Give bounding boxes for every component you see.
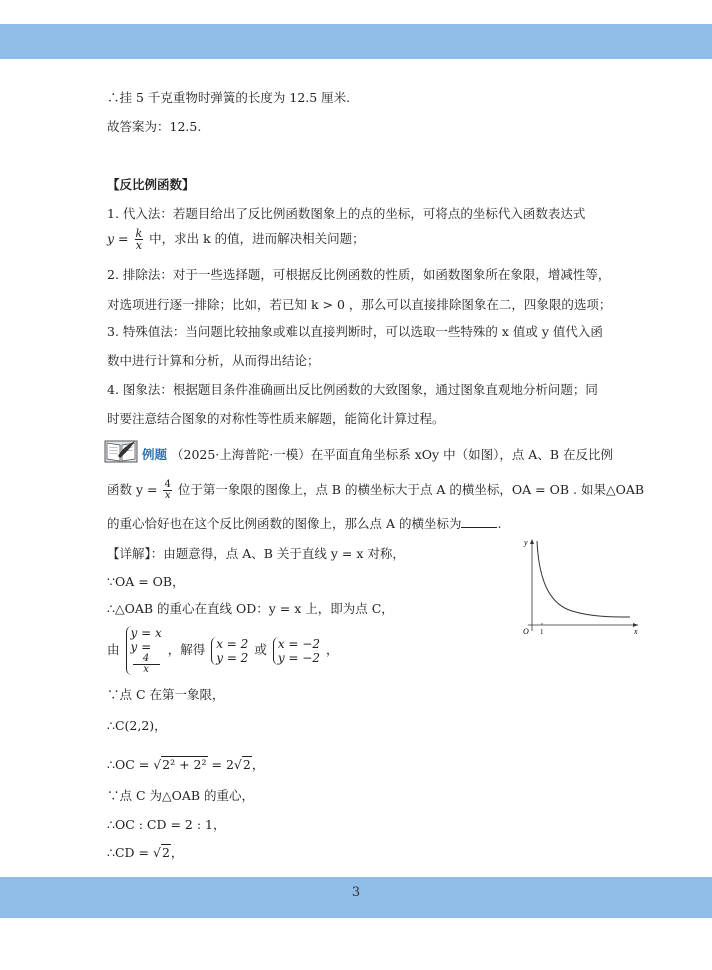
origin-label: O: [523, 627, 529, 635]
sqrt-sign: √: [153, 757, 162, 772]
solution-line-7: [107, 756, 264, 774]
solution-line-10: [107, 844, 183, 862]
header-band: [0, 24, 712, 59]
open-book-icon: [104, 438, 138, 464]
example-line-1-text: （2025·上海普陀·一模）在平面直角坐标系 xOy 中（如图），点 A、B 在反比例: [171, 447, 613, 462]
radicand-2: 2: [242, 757, 251, 772]
page-number: 3: [351, 885, 361, 900]
sol7-mid: = 2: [211, 757, 234, 772]
frac-numerator: k: [135, 227, 143, 240]
equation-system: [126, 626, 162, 675]
item2-line-b: 对选项进行逐一排除；比如，若已知 k > 0 ，那么可以直接排除图象在二，四象限的选项；: [107, 297, 612, 312]
example-line-3-end: .: [497, 516, 502, 531]
solution-line-6: ∴C(2,2)，: [107, 718, 167, 733]
solution-line-3: ∴△OAB 的重心在直线 OD：y = x 上，即为点 C，: [107, 601, 394, 616]
sol7-pre: ∴OC =: [107, 757, 150, 772]
y-axis-label: y: [524, 538, 528, 547]
item1-y-eq: y =: [107, 231, 129, 246]
sol4-end: ，: [325, 642, 339, 657]
solution-line-1: 【详解】：由题意得，点 A、B 关于直线 y = x 对称，: [107, 546, 405, 561]
item1-line-b-text: 中，求出 k 的值，进而解决相关问题；: [149, 231, 365, 246]
example-line-3: [107, 515, 501, 533]
example-line-2-pre: 函数 y =: [107, 482, 158, 497]
answer-blank: [461, 527, 497, 528]
sol4-pre: 由: [107, 642, 120, 657]
example-label: 例题: [142, 447, 168, 462]
item1-line-b: [107, 228, 365, 251]
item4-line-a: 4. 图象法：根据题目条件准确画出反比例函数的大致图象，通过图象直观地分析问题；同: [107, 382, 598, 397]
x-axis-label: x: [634, 627, 638, 635]
example-line-3-text: 的重心恰好也在这个反比例函数的图像上，那么点 A 的横坐标为: [107, 516, 462, 531]
example-line-2: [107, 480, 644, 501]
item4-line-b: 时要注意结合图象的对称性等性质来解题，能简化计算过程。: [107, 411, 445, 426]
solution-line-2: ∵OA = OB，: [107, 574, 185, 589]
system-eq2-pre: y =: [130, 640, 152, 654]
frac-numerator: 4: [133, 654, 160, 665]
sqrt-sign: √: [233, 757, 242, 772]
solution-line-4: [107, 626, 338, 675]
sol10-end: ，: [170, 845, 184, 860]
frac-numerator: 4: [164, 479, 171, 490]
four-over-x-fraction: [133, 654, 160, 675]
frac-denominator: x: [164, 490, 171, 501]
radicand: 2: [161, 845, 170, 860]
solution-line-5: ∵点 C 在第一象限，: [107, 687, 225, 702]
item1-line-a: 1. 代入法：若题目给出了反比例函数图象上的点的坐标，可将点的坐标代入函数表达式: [107, 206, 586, 221]
k-over-x-fraction: [135, 228, 144, 251]
frac-denominator: x: [135, 239, 142, 252]
item3-line-a: 3. 特殊值法：当问题比较抽象或难以直接判断时，可以选取一些特殊的 x 值或 y 值代入函: [107, 324, 603, 339]
solution-system-2: [273, 637, 320, 665]
example-line-2-text: 位于第一象限的图像上，点 B 的横坐标大于点 A 的横坐标，OA = OB . 如果△OAB: [177, 482, 645, 497]
system-eq1: y = x: [130, 626, 162, 640]
radicand: 2² + 2²: [162, 757, 207, 772]
y-axis-arrow: [530, 539, 534, 544]
frac-denominator: x: [143, 664, 149, 675]
system-eq2: [131, 640, 162, 675]
solution-line-9: ∴OC : CD = 2 : 1，: [107, 817, 226, 832]
sol1-x: x = 2: [216, 636, 249, 651]
sqrt-sign: √: [152, 845, 161, 860]
sol2-y: y = −2: [277, 650, 320, 665]
solution-system-1: [211, 637, 248, 665]
example-line-1: [142, 446, 613, 464]
section-title: 【反比例函数】: [107, 177, 195, 192]
sol1-y: y = 2: [216, 650, 249, 665]
intro-line-2: 故答案为：12.5.: [107, 119, 202, 134]
sol4-mid: ，解得: [167, 642, 206, 657]
tick-label-1: 1: [540, 628, 544, 635]
solution-line-8: ∵点 C 为△OAB 的重心，: [107, 788, 255, 803]
sol7-end: ，: [251, 757, 265, 772]
item3-line-b: 数中进行计算和分析，从而得出结论；: [107, 353, 320, 368]
item2-line-a: 2. 排除法：对于一些选择题，可根据反比例函数的性质，如函数图象所在象限，增减性等，: [107, 267, 611, 282]
hyperbola-graph: [512, 535, 642, 635]
hyperbola-curve: [537, 541, 630, 617]
sol10-pre: ∴CD =: [107, 845, 149, 860]
sol4-or: 或: [254, 642, 267, 657]
intro-line-1: ∴挂 5 千克重物时弹簧的长度为 12.5 厘米.: [107, 90, 351, 105]
four-over-x-fraction: [163, 480, 171, 501]
sol2-x: x = −2: [277, 636, 320, 651]
